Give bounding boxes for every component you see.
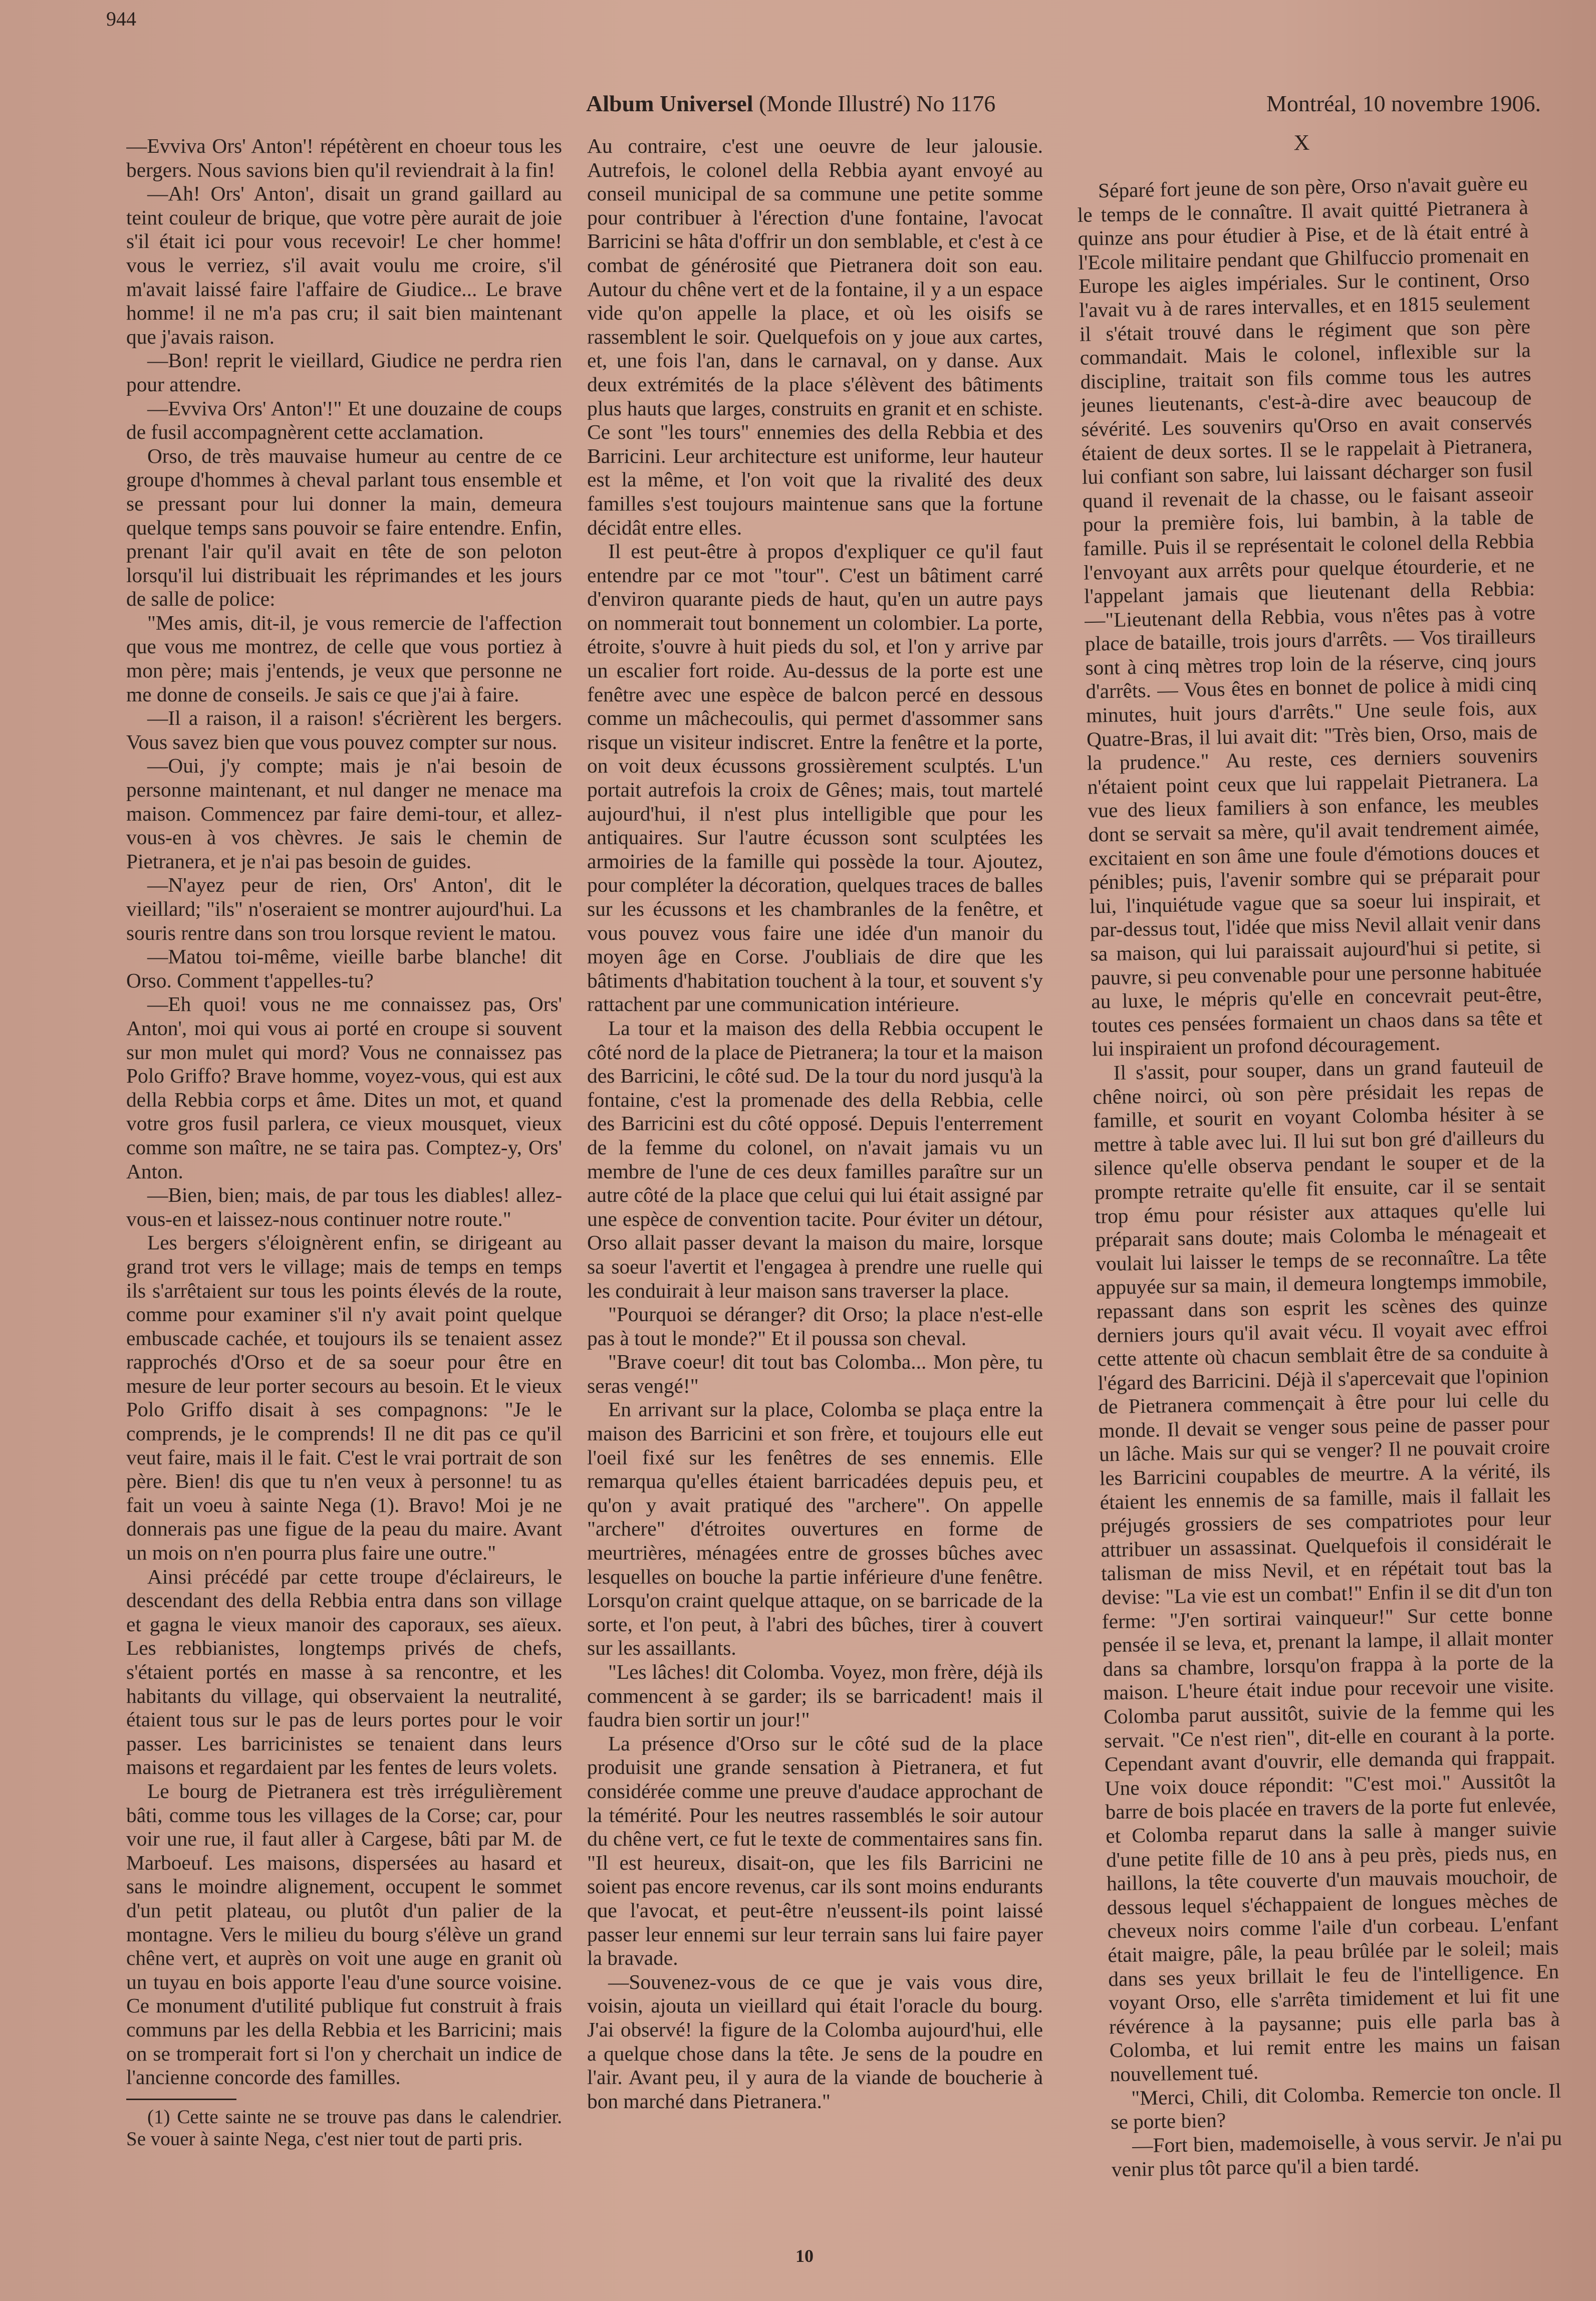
paragraph: Il s'assit, pour souper, dans un grand fauteuil de chêne noirci, où son père présidait les repas de famille, et sourit en voyant Colomba hésiter à se mettre à table avec lui. Il lui sut bon gré d'ailleurs du silence qu'elle observa pendant le souper et de la prompte retraite qu'elle fit ensuite, car il se sentait trop ému pour résister aux attaques qu'elle lui préparait sans doute; mais Colomba le ménageait et voulait lui laisser le temps de se reconnaître. La tête appuyée sur sa main, il demeura longtemps immobile, repassant dans son esprit les scènes des quinze derniers jours qu'il avait vécu. Il voyait avec effroi cette attente où chacun semblait être de sa conduite à l'égard des Barricini. Déjà il s'apercevait que l'opinion de Pietranera commençait à être pour lui celle du monde. Il devait se venger sous peine de passer pour un lâche. Mais sur qui se venger? Il ne pouvait croire les Barricini coupables de meurtre. A la vérité, ils étaient les ennemis de sa famille, mais il fallait les préjugés grossiers de ses compatriotes pour leur attribuer un assassinat. Quelquefois il considérait le talisman de miss Nevil, et en répétait tout bas la devise: "La vie est un combat!" Enfin il se dit d'un ton ferme: "J'en sortirai vainqueur!" Sur cette bonne pensée il se leva, et, prenant la lampe, il allait monter dans sa chambre, lorsqu'on frappa à la porte de la maison. L'heure était indue pour recevoir une visite. Colomba parut aussitôt, suivie de la femme qui les servait. "Ce n'est rien", dit-elle en courant à la porte. Cependant avant d'ouvrir, elle demanda qui frappait. Une voix douce répondit: "C'est moi." Aussitôt la barre de bois placée en travers de la porte fut enlevée, et Colomba reparut dans la salle à manger suivie d'une petite fille de 10 ans à peu près, pieds nus, en haillons, la tête couverte d'un mauvais mouchoir, de dessous lequel s'échappaient de longues mèches de cheveux noirs comme l'aile d'un corbeau. L'enfant était maigre, pâle, la peau brûlée par le soleil; mais dans ses yeux brillait le feu de l'intelligence. En voyant Orso, elle s'arrêta timidement et lui fit une révérence à la paysanne; puis elle parla bas à Colomba, et lui remit entre les mains un faisan nouvellement tué. <box>1093 1053 1561 2086</box>
paragraph: —Bon! reprit le vieillard, Giudice ne perdra rien pour attendre. <box>126 349 562 396</box>
journal-issue: (Monde Illustré) No 1176 <box>759 91 996 116</box>
paragraph: —Matou toi-même, vieille barbe blanche! dit Orso. Comment t'appelles-tu? <box>126 945 562 992</box>
paragraph: —N'ayez peur de rien, Ors' Anton', dit le vieillard; "ils" n'oseraient se montrer aujourd'hui. La souris rentre dans son trou lorsque revient le matou. <box>126 873 562 944</box>
journal-title <box>586 90 995 117</box>
paragraph: La tour et la maison des della Rebbia occupent le côté nord de la place de Pietranera; la tour et la maison des Barricini, le côté sud. De la tour du nord jusqu'à la fontaine, c'est la promenade des della Rebbia, celle des Barricini est du côté opposé. Depuis l'enterrement de la femme du colonel, on n'avait jamais vu un membre de l'une de ces deux familles paraître sur un autre côté de la place que celui qui lui était assigné par une espèce de convention tacite. Pour éviter un détour, Orso allait passer devant la maison du maire, lorsque sa soeur l'avertit et l'engagea à prendre une ruelle qui les conduirait à leur maison sans traverser la place. <box>587 1016 1043 1302</box>
page-header <box>586 90 1541 120</box>
paragraph: —Fort bien, mademoiselle, à vous servir. Je n'ai pu venir plus tôt parce qu'il a bien tardé. <box>1111 2126 1562 2181</box>
page-number: 944 <box>106 8 136 30</box>
paragraph: Les bergers s'éloignèrent enfin, se dirigeant au grand trot vers le village; mais de temps en temps ils s'arrêtaient sur tous les points élevés de la route, comme pour examiner s'il n'y avait point quelque embuscade cachée, et toujours ils se tenaient assez rapprochés d'Orso et de sa soeur pour être en mesure de leur porter secours au besoin. Et le vieux Polo Griffo disait à ses compagnons: "Je le comprends, je le comprends! Il ne dit pas ce qu'il veut faire, mais il le fait. C'est le vrai portrait de son père. Bien! dis que tu n'en veux à personne! tu as fait un voeu à sainte Nega (1). Bravo! Moi je ne donnerais pas une figue de la peau du maire. Avant un mois on n'en pourra plus faire une outre." <box>126 1231 562 1565</box>
paragraph: En arrivant sur la place, Colomba se plaça entre la maison des Barricini et son frère, et toujours elle eut l'oeil fixé sur les fenêtres de ses ennemis. Elle remarqua qu'elles étaient barricadées depuis peu, et qu'on y avait pratiqué des "archere". On appelle "archere" d'étroites ouvertures en forme de meurtrières, ménagées entre de grosses bûches avec lesquelles on bouche la partie inférieure d'une fenêtre. Lorsqu'on craint quelque attaque, on se barricade de la sorte, et l'on peut, à l'abri des bûches, tirer à couvert sur les assaillants. <box>587 1398 1043 1660</box>
chapter-heading: X <box>1293 130 1310 155</box>
paragraph: —Il a raison, il a raison! s'écrièrent les bergers. Vous savez bien que vous pouvez compter sur nous. <box>126 706 562 753</box>
sheet-number: 10 <box>795 2246 814 2266</box>
issue-date: Montréal, 10 novembre 1906. <box>1266 91 1541 116</box>
paragraph: —Ah! Ors' Anton', disait un grand gaillard au teint couleur de brique, que votre père aurait de joie s'il était ici pour vous recevoir! Le cher homme! vous le verriez, s'il avait voulu me croire, s'il m'avait laissé faire l'affaire de Giudice... Le brave homme! il ne m'a pas cru; il sait bien maintenant que j'avais raison. <box>126 182 562 348</box>
paragraph: Le bourg de Pietranera est très irrégulièrement bâti, comme tous les villages de la Corse; car, pour voir une rue, il faut aller à Cargese, bâti par M. de Marboeuf. Les maisons, dispersées au hasard et sans le moindre alignement, occupent le sommet d'un petit plateau, ou plutôt d'un palier de la montagne. Vers le milieu du bourg s'élève un grand chêne vert, et auprès on voit une auge en granit où un tuyau en bois apporte l'eau d'une source voisine. Ce monument d'utilité publique fut construit à frais communs par les della Rebbia et les Barricini; mais on se tromperait fort si l'on y cherchait un indice de l'ancienne concorde des familles. <box>126 1779 562 2089</box>
column-1 <box>126 134 562 2228</box>
paragraph: Au contraire, c'est une oeuvre de leur jalousie. Autrefois, le colonel della Rebbia ayant envoyé au conseil municipal de sa commune une petite somme pour contribuer à l'érection d'une fontaine, l'avocat Barricini se hâta d'offrir un don semblable, et c'est à ce combat de générosité que Pietranera doit son eau. Autour du chêne vert et de la fontaine, il y a un espace vide qu'on appelle la place, et où les oisifs se rassemblent le soir. Quelquefois on y joue aux cartes, et, une fois l'an, dans le carnaval, on y danse. Aux deux extrémités de la place s'élèvent des bâtiments plus hauts que larges, construits en granit et en schiste. Ce sont "les tours" ennemies des della Rebbia et des Barricini. Leur architecture est uniforme, leur hauteur est la même, et l'on voit que la rivalité des deux familles s'est toujours maintenue sans que la fortune décidât entre elles. <box>587 134 1043 539</box>
paragraph: Ainsi précédé par cette troupe d'éclaireurs, le descendant des della Rebbia entra dans son village et gagna le vieux manoir des caporaux, ses aïeux. Les rebbianistes, longtemps privés de chefs, s'étaient portés en masse à sa rencontre, et les habitants du village, qui observaient la neutralité, étaient tous sur le pas de leurs portes pour le voir passer. Les barricinistes se tenaient dans leurs maisons et regardaient par les fentes de leurs volets. <box>126 1565 562 1779</box>
paragraph: "Merci, Chili, dit Colomba. Remercie ton oncle. Il se porte bien? <box>1110 2079 1561 2134</box>
paragraph: La présence d'Orso sur le côté sud de la place produisit une grande sensation à Pietranera, et fut considérée comme une preuve d'audace approchant de la témérité. Pour les neutres rassemblés le soir autour du chêne vert, ce fut le texte de commentaires sans fin. "Il est heureux, disait-on, que les fils Barricini ne soient pas encore revenus, car ils sont moins endurants que l'avocat, et peut-être n'eussent-ils point laissé passer leur ennemi sur leur terrain sans lui faire payer la bravade. <box>587 1731 1043 1970</box>
journal-name: Album Universel <box>586 91 753 116</box>
column-2 <box>587 134 1043 2228</box>
paragraph: "Les lâches! dit Colomba. Voyez, mon frère, déjà ils commencent à se garder; ils se barricadent! mais il faudra bien sortir un jour!" <box>587 1660 1043 1731</box>
paragraph: —Evviva Ors' Anton'! répétèrent en choeur tous les bergers. Nous savions bien qu'il reviendrait à la fin! <box>126 134 562 181</box>
paragraph: "Brave coeur! dit tout bas Colomba... Mon père, tu seras vengé!" <box>587 1350 1043 1397</box>
paragraph: Il est peut-être à propos d'expliquer ce qu'il faut entendre par ce mot "tour". C'est un bâtiment carré d'environ quarante pieds de haut, qu'en un autre pays on nommerait tout bonnement un colombier. La porte, étroite, s'ouvre à huit pieds du sol, et l'on y arrive par un escalier fort roide. Au-dessus de la porte est une fenêtre avec une espèce de balcon percé en dessous comme un mâchecoulis, qui permet d'assommer sans risque un visiteur indiscret. Entre la fenêtre et la porte, on voit deux écussons grossièrement sculptés. L'un portait autrefois la croix de Gênes; mais, tout martelé aujourd'hui, il n'est plus intelligible que pour les antiquaires. Sur l'autre écusson sont sculptées les armoiries de la famille qui possède la tour. Ajoutez, pour compléter la décoration, quelques traces de balles sur les écussons et les chambranles de la fenêtre, et vous pouvez vous faire une idée d'un manoir du moyen âge en Corse. J'oubliais de dire que les bâtiments d'habitation touchent à la tour, et souvent s'y rattachent par une communication intérieure. <box>587 540 1043 1016</box>
footnote: (1) Cette sainte ne se trouve pas dans le calendrier. Se vouer à sainte Nega, c'est nier tout de parti pris. <box>126 2106 562 2150</box>
paragraph: —Oui, j'y compte; mais je n'ai besoin de personne maintenant, et nul danger ne menace ma maison. Commencez par faire demi-tour, et allez-vous-en à vos chèvres. Je sais le chemin de Pietranera, et je n'ai pas besoin de guides. <box>126 754 562 873</box>
paragraph: —Bien, bien; mais, de par tous les diables! allez-vous-en et laissez-nous continuer notre route." <box>126 1183 562 1230</box>
paragraph: "Mes amis, dit-il, je vous remercie de l'affection que vous me montrez, de celle que vous portiez à mon père; mais j'entends, je veux que personne ne me donne de conseils. Je sais ce que j'ai à faire. <box>126 611 562 706</box>
paragraph: "Pourquoi se déranger? dit Orso; la place n'est-elle pas à tout le monde?" Et il poussa son cheval. <box>587 1303 1043 1350</box>
paragraph: —Eh quoi! vous ne me connaissez pas, Ors' Anton', moi qui vous ai porté en croupe si souvent sur mon mulet qui mord? Vous ne connaissez pas Polo Griffo? Brave homme, voyez-vous, qui est aux della Rebbia corps et âme. Dites un mot, et quand votre gros fusil parlera, ce vieux mousquet, vieux comme son maître, ne se taira pas. Comptez-y, Ors' Anton. <box>126 992 562 1183</box>
paragraph: —Evviva Ors' Anton'!" Et une douzaine de coups de fusil accompagnèrent cette acclamation. <box>126 396 562 444</box>
column-3 <box>1076 126 1563 2228</box>
paragraph: —Souvenez-vous de ce que je vais vous dire, voisin, ajouta un vieillard qui était l'oracle du bourg. J'ai observé! la figure de la Colomba aujourd'hui, elle a quelque chose dans la tête. Je sens de la poudre en l'air. Avant peu, il y aura de la viande de boucherie à bon marché dans Pietranera." <box>587 1970 1043 2113</box>
paragraph: Orso, de très mauvaise humeur au centre de ce groupe d'hommes à cheval parlant tous ensemble et se pressant pour lui donner la main, demeura quelque temps sans pouvoir se faire entendre. Enfin, prenant l'air qu'il avait en tête de son peloton lorsqu'il lui distribuait les réprimandes et les jours de salle de police: <box>126 444 562 611</box>
paragraph: Séparé fort jeune de son père, Orso n'avait guère eu le temps de le connaître. Il avait quitté Pietranera à quinze ans pour étudier à Pise, et de là était entré à l'Ecole militaire pendant que Ghilfuccio promenait en Europe les aigles impériales. Sur le continent, Orso l'avait vu à de rares intervalles, et en 1815 seulement il s'était trouvé dans le régiment que son père commandait. Mais le colonel, inflexible sur la discipline, traitait son fils comme tous les autres jeunes lieutenants, c'est-à-dire avec beaucoup de sévérité. Les souvenirs qu'Orso en avait conservés étaient de deux sortes. Il se le rappelait à Pietranera, lui confiant son sabre, lui laissant décharger son fusil quand il revenait de la chasse, ou le faisant asseoir pour la première fois, lui bambin, à la table de famille. Puis il se représentait le colonel della Rebbia l'envoyant aux arrêts pour quelque étourderie, et ne l'appelant jamais que lieutenant della Rebbia: —"Lieutenant della Rebbia, vous n'êtes pas à votre place de bataille, trois jours d'arrêts. — Vos tirailleurs sont à cinq mètres trop loin de la réserve, cinq jours d'arrêts. — Vous êtes en bonnet de police à midi cinq minutes, huit jours d'arrêts." Une seule fois, aux Quatre-Bras, il lui avait dit: "Très bien, Orso, mais de la prudence." Au reste, ces derniers souvenirs n'étaient point ceux que lui rappelait Pietranera. La vue des lieux familiers à son enfance, les meubles dont se servait sa mère, qu'il avait tendrement aimée, excitaient en son âme une foule d'émotions douces et pénibles; puis, l'avenir sombre qui se préparait pour lui, l'inquiétude vague que sa soeur lui inspirait, et par-dessus tout, l'idée que miss Nevil allait venir dans sa maison, qui lui paraissait aujourd'hui si petite, si pauvre, si peu convenable pour une personne habituée au luxe, le mépris qu'elle en concevrait peut-être, toutes ces pensées formaient un chaos dans sa tête et lui inspiraient un profond découragement. <box>1077 171 1543 1061</box>
footnote-rule <box>126 2099 236 2100</box>
